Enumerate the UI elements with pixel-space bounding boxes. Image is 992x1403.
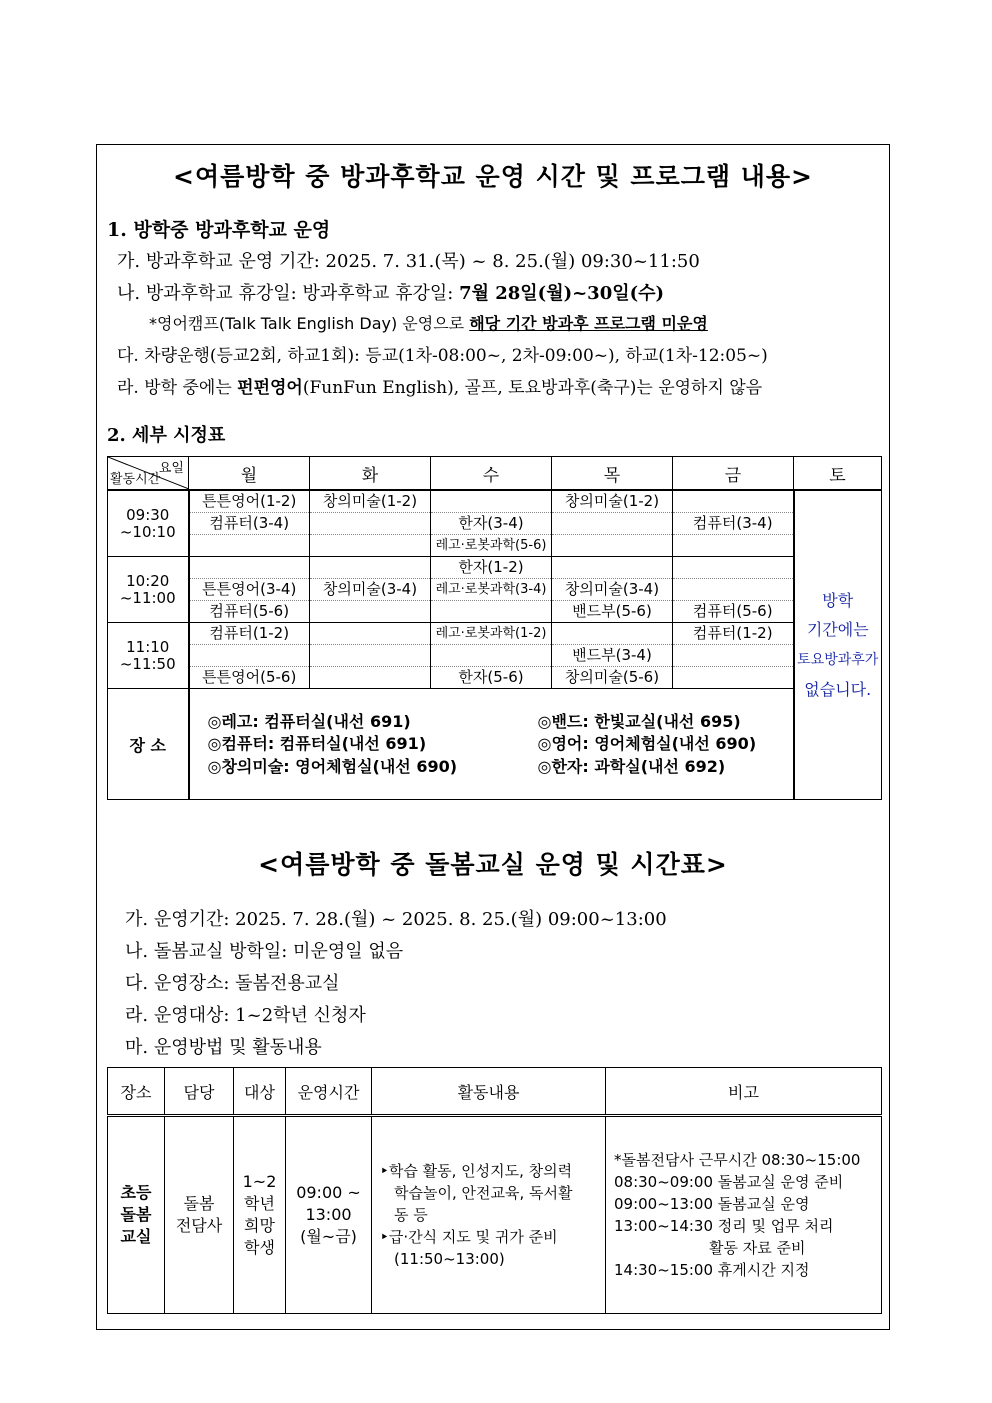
text-line: 초등 bbox=[120, 1183, 152, 1202]
place-hanja: ◎한자: 과학실(내선 692) bbox=[537, 757, 726, 776]
item-ra bbox=[117, 373, 762, 398]
care-header-activity: 활동내용 bbox=[372, 1068, 606, 1116]
activity-line: 학습놀이, 안전교육, 독서활 bbox=[394, 1184, 573, 1202]
class-cell: 컴퓨터(1-2) bbox=[189, 623, 310, 645]
class-cell bbox=[310, 557, 431, 579]
note-prefix: *영어캠프(Talk Talk English Day) 운영으로 bbox=[149, 314, 470, 333]
item-ra-suffix: (FunFun English), 골프, 토요방과후(축구)는 운영하지 않음 bbox=[302, 378, 763, 398]
item-ra-bold: 펀펀영어 bbox=[237, 378, 303, 398]
time-end: ~11:50 bbox=[119, 654, 176, 673]
class-cell: 창의미술(3-4) bbox=[552, 579, 673, 601]
class-cell bbox=[552, 623, 673, 645]
class-cell bbox=[431, 601, 552, 623]
place-band: ◎밴드: 한빛교실(내선 695) bbox=[537, 712, 741, 731]
place-english: ◎영어: 영어체험실(내선 690) bbox=[537, 734, 757, 753]
corner-cell bbox=[108, 457, 189, 491]
class-cell: 튼튼영어(5-6) bbox=[189, 667, 310, 689]
class-cell: 창의미술(3-4) bbox=[310, 579, 431, 601]
care-header-remarks: 비고 bbox=[606, 1068, 882, 1116]
day-sat: 토 bbox=[794, 457, 882, 491]
class-cell: 튼튼영어(1-2) bbox=[189, 490, 310, 513]
sat-note-line: 없습니다. bbox=[804, 680, 872, 699]
care-row bbox=[108, 1116, 882, 1314]
corner-bottom-label: 활동시간 bbox=[110, 472, 161, 487]
time-start: 11:10 bbox=[126, 637, 170, 656]
schedule-row bbox=[108, 579, 882, 601]
class-cell bbox=[431, 645, 552, 667]
class-cell: 컴퓨터(5-6) bbox=[673, 601, 794, 623]
remark-line: 08:30~09:00 돌봄교실 운영 준비 bbox=[614, 1173, 844, 1191]
note-underline: 해당 기간 방과후 프로그램 미운영 bbox=[469, 314, 708, 333]
class-cell: 한자(1-2) bbox=[431, 557, 552, 579]
item-da: 다. 차량운행(등교2회, 하교1회): 등교(1차-08:00~, 2차-09:00~), 하교(1차-12:05~) bbox=[117, 346, 768, 366]
class-cell bbox=[673, 535, 794, 557]
place-cell bbox=[189, 689, 794, 800]
time-block-1 bbox=[108, 490, 189, 557]
schedule-row bbox=[108, 645, 882, 667]
text-line: 1~2 bbox=[242, 1172, 277, 1191]
class-cell: 창의미술(1-2) bbox=[310, 490, 431, 513]
class-cell bbox=[673, 667, 794, 689]
place-row bbox=[108, 689, 882, 800]
time-end: ~10:10 bbox=[119, 522, 176, 541]
care-activities bbox=[372, 1116, 606, 1314]
class-cell bbox=[552, 557, 673, 579]
day-mon: 월 bbox=[189, 457, 310, 491]
document-frame bbox=[96, 144, 890, 1330]
remark-line: 활동 자료 준비 bbox=[709, 1239, 806, 1257]
class-cell bbox=[310, 601, 431, 623]
remark-line: 13:00~14:30 정리 및 업무 처리 bbox=[614, 1217, 834, 1235]
class-cell bbox=[310, 667, 431, 689]
schedule-row bbox=[108, 490, 882, 513]
schedule-row bbox=[108, 513, 882, 535]
time-start: 10:20 bbox=[126, 571, 170, 590]
remark-line: *돌봄전담사 근무시간 08:30~15:00 bbox=[614, 1151, 861, 1169]
class-cell: 창의미술(1-2) bbox=[552, 490, 673, 513]
item-ra-prefix: 라. 방학 중에는 bbox=[117, 378, 238, 398]
activity-line: (11:50~13:00) bbox=[394, 1250, 505, 1268]
activity-line: 동 등 bbox=[394, 1206, 428, 1224]
care-remarks bbox=[606, 1116, 882, 1314]
class-cell: 창의미술(5-6) bbox=[552, 667, 673, 689]
text-line: 돌봄 bbox=[120, 1205, 152, 1224]
care-header-time: 운영시간 bbox=[286, 1068, 372, 1116]
care-header-target: 대상 bbox=[234, 1068, 286, 1116]
care-title: <여름방학 중 돌봄교실 운영 및 시간표> bbox=[258, 850, 728, 879]
time-start: 09:30 bbox=[126, 505, 170, 524]
text-line: (월~금) bbox=[300, 1227, 357, 1246]
day-fri: 금 bbox=[673, 457, 794, 491]
item-na bbox=[117, 279, 664, 305]
class-cell bbox=[431, 490, 552, 513]
item-na-dates: 7월 28일(월)~30일(수) bbox=[459, 283, 665, 304]
text-line: 13:00 bbox=[305, 1205, 352, 1224]
schedule-row bbox=[108, 667, 882, 689]
item-na-prefix: 나. 방과후학교 휴강일: 방과후학교 휴강일: bbox=[117, 283, 460, 304]
care-header-place: 장소 bbox=[108, 1068, 165, 1116]
place-computer: ◎컴퓨터: 컴퓨터실(내선 691) bbox=[207, 734, 427, 753]
section1-heading: 1. 방학중 방과후학교 운영 bbox=[107, 219, 331, 241]
corner-top-label: 요일 bbox=[158, 461, 184, 476]
class-cell: 컴퓨터(5-6) bbox=[189, 601, 310, 623]
text-line: 09:00 ~ bbox=[296, 1183, 361, 1202]
english-camp-note bbox=[149, 311, 708, 334]
care-header-staff: 담당 bbox=[165, 1068, 234, 1116]
sat-note-line: 방학 bbox=[822, 591, 854, 610]
class-cell: 컴퓨터(1-2) bbox=[673, 623, 794, 645]
class-cell bbox=[310, 623, 431, 645]
saturday-note bbox=[794, 490, 882, 800]
class-cell bbox=[310, 535, 431, 557]
class-cell: 한자(3-4) bbox=[431, 513, 552, 535]
care-target bbox=[234, 1116, 286, 1314]
class-cell: 컴퓨터(3-4) bbox=[673, 513, 794, 535]
time-block-2 bbox=[108, 557, 189, 623]
day-thu: 목 bbox=[552, 457, 673, 491]
class-cell: 컴퓨터(3-4) bbox=[189, 513, 310, 535]
class-cell: 튼튼영어(3-4) bbox=[189, 579, 310, 601]
activity-line: ‣학습 활동, 인성지도, 창의력 bbox=[380, 1162, 573, 1180]
remark-line: 14:30~15:00 휴게시간 지정 bbox=[614, 1261, 810, 1279]
text-line: 학생 bbox=[244, 1238, 275, 1257]
day-wed: 수 bbox=[431, 457, 552, 491]
text-line: 희망 bbox=[244, 1216, 275, 1235]
class-cell: 레고·로봇과학(5-6) bbox=[431, 535, 552, 557]
class-cell bbox=[189, 557, 310, 579]
class-cell: 밴드부(3-4) bbox=[552, 645, 673, 667]
day-tue: 화 bbox=[310, 457, 431, 491]
activity-line: ‣급·간식 지도 및 귀가 준비 bbox=[380, 1228, 558, 1246]
class-cell bbox=[189, 645, 310, 667]
class-cell: 레고·로봇과학(1-2) bbox=[431, 623, 552, 645]
section2-heading: 2. 세부 시정표 bbox=[107, 425, 226, 446]
place-label: 장 소 bbox=[108, 689, 189, 800]
care-item-da: 다. 운영장소: 돌봄전용교실 bbox=[125, 973, 340, 994]
class-cell bbox=[673, 645, 794, 667]
text-line: 학년 bbox=[244, 1194, 275, 1213]
schedule-row bbox=[108, 535, 882, 557]
class-cell bbox=[552, 513, 673, 535]
sat-note-line: 기간에는 bbox=[806, 620, 869, 639]
class-cell bbox=[310, 513, 431, 535]
schedule-row bbox=[108, 623, 882, 645]
class-cell bbox=[673, 490, 794, 513]
care-item-ma: 마. 운영방법 및 활동내용 bbox=[125, 1037, 322, 1058]
class-cell bbox=[673, 579, 794, 601]
class-cell: 레고·로봇과학(3-4) bbox=[431, 579, 552, 601]
care-staff bbox=[165, 1116, 234, 1314]
remark-line: 09:00~13:00 돌봄교실 운영 bbox=[614, 1195, 810, 1213]
schedule-row bbox=[108, 601, 882, 623]
place-lego: ◎레고: 컴퓨터실(내선 691) bbox=[207, 712, 411, 731]
class-cell bbox=[310, 645, 431, 667]
care-header-row bbox=[108, 1068, 882, 1116]
schedule-table bbox=[107, 456, 882, 800]
class-cell bbox=[552, 535, 673, 557]
class-cell: 밴드부(5-6) bbox=[552, 601, 673, 623]
sat-note-line: 토요방과후가 bbox=[797, 652, 879, 668]
time-end: ~11:00 bbox=[119, 588, 176, 607]
care-place bbox=[108, 1116, 165, 1314]
text-line: 돌봄 bbox=[183, 1194, 215, 1213]
care-table bbox=[107, 1067, 882, 1314]
text-line: 교실 bbox=[120, 1227, 152, 1246]
care-item-ga: 가. 운영기간: 2025. 7. 28.(월) ~ 2025. 8. 25.(월) 09:00~13:00 bbox=[125, 909, 667, 930]
class-cell bbox=[673, 557, 794, 579]
class-cell: 한자(5-6) bbox=[431, 667, 552, 689]
schedule-row bbox=[108, 557, 882, 579]
text-line: 전담사 bbox=[175, 1216, 223, 1235]
after-school-title: <여름방학 중 방과후학교 운영 시간 및 프로그램 내용> bbox=[173, 162, 813, 191]
class-cell bbox=[189, 535, 310, 557]
item-ga: 가. 방과후학교 운영 기간: 2025. 7. 31.(목) ~ 8. 25.(월) 09:30~11:50 bbox=[117, 251, 700, 272]
schedule-header-row bbox=[108, 457, 882, 491]
place-art: ◎창의미술: 영어체험실(내선 690) bbox=[207, 757, 458, 776]
time-block-3 bbox=[108, 623, 189, 689]
care-item-na: 나. 돌봄교실 방학일: 미운영일 없음 bbox=[125, 941, 404, 962]
care-item-ra: 라. 운영대상: 1~2학년 신청자 bbox=[125, 1005, 366, 1026]
care-time bbox=[286, 1116, 372, 1314]
